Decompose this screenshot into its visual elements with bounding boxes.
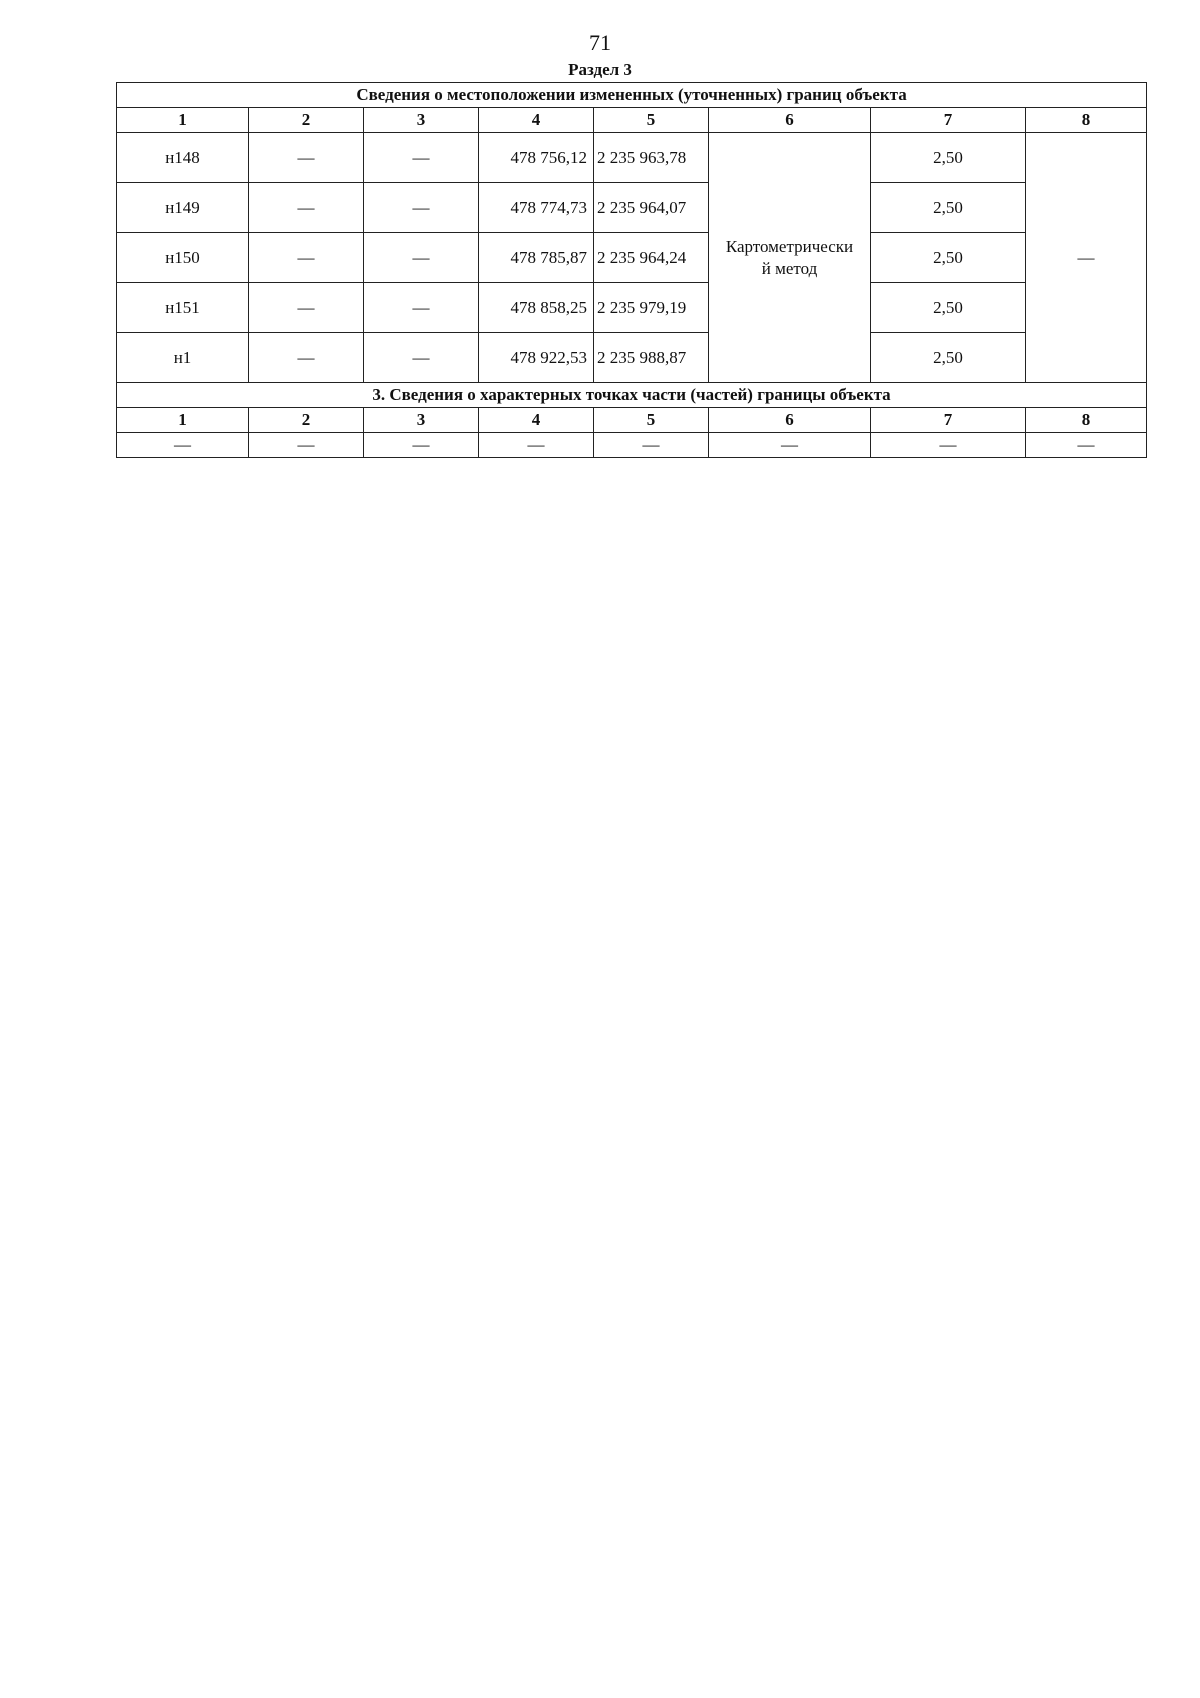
table-row [117,183,1147,233]
table1-header-cell: 8 [1026,108,1147,133]
accuracy-value: 2,50 [871,133,1026,183]
point-name: н150 [117,233,249,283]
table2-caption-row [117,383,1147,408]
cell-dash: — [364,133,479,183]
table2-header-row [117,408,1147,433]
table1-header-cell: 1 [117,108,249,133]
point-name: н148 [117,133,249,183]
table2-header-cell: 5 [594,408,709,433]
cell-dash: — [709,433,871,458]
coord-y: 2 235 964,24 [594,233,709,283]
table1-header-row [117,108,1147,133]
method-line-2: й метод [761,258,818,278]
table1-header-cell: 7 [871,108,1026,133]
table2-header-cell: 4 [479,408,594,433]
cell-dash: — [479,433,594,458]
coord-x: 478 774,73 [479,183,594,233]
cell-dash: — [364,233,479,283]
cell-dash: — [594,433,709,458]
coord-x: 478 785,87 [479,233,594,283]
table2-header-cell: 6 [709,408,871,433]
cell-dash: — [249,333,364,383]
table1-header-cell: 5 [594,108,709,133]
cell-dash: — [249,133,364,183]
cell-dash: — [249,233,364,283]
table1-caption-row [117,83,1147,108]
col8-cell: — [1026,133,1147,383]
coord-y: 2 235 988,87 [594,333,709,383]
coord-y: 2 235 964,07 [594,183,709,233]
section-title: Раздел 3 [568,60,632,79]
cell-dash: — [249,283,364,333]
table1-header-cell: 2 [249,108,364,133]
cell-dash: — [364,433,479,458]
table1-header-cell: 6 [709,108,871,133]
cell-dash: — [117,433,249,458]
accuracy-value: 2,50 [871,183,1026,233]
accuracy-value: 2,50 [871,233,1026,283]
table2-caption: 3. Сведения о характерных точках части (частей) границы объекта [117,383,1147,408]
coord-y: 2 235 979,19 [594,283,709,333]
table1-caption: Сведения о местоположении измененных (уточненных) границ объекта [117,83,1147,108]
cell-dash: — [364,333,479,383]
coord-x: 478 756,12 [479,133,594,183]
boundary-table [116,82,1147,458]
table2-row [117,433,1147,458]
point-name: н1 [117,333,249,383]
table1-header-cell: 4 [479,108,594,133]
coord-y: 2 235 963,78 [594,133,709,183]
table1-header-cell: 3 [364,108,479,133]
cell-dash: — [871,433,1026,458]
table-row [117,233,1147,283]
accuracy-value: 2,50 [871,333,1026,383]
table2-header-cell: 7 [871,408,1026,433]
table-row [117,283,1147,333]
cell-dash: — [1026,433,1147,458]
point-name: н149 [117,183,249,233]
table2-header-cell: 8 [1026,408,1147,433]
table2-header-cell: 1 [117,408,249,433]
method-cell [709,133,871,383]
table-row [117,333,1147,383]
accuracy-value: 2,50 [871,283,1026,333]
cell-dash: — [249,433,364,458]
coord-x: 478 858,25 [479,283,594,333]
coord-x: 478 922,53 [479,333,594,383]
table2-header-cell: 3 [364,408,479,433]
point-name: н151 [117,283,249,333]
cell-dash: — [249,183,364,233]
page-number: 71 [589,30,611,55]
cell-dash: — [364,283,479,333]
table-row [117,133,1147,183]
table2-header-cell: 2 [249,408,364,433]
cell-dash: — [364,183,479,233]
method-line-1: Картометрически [725,236,854,256]
